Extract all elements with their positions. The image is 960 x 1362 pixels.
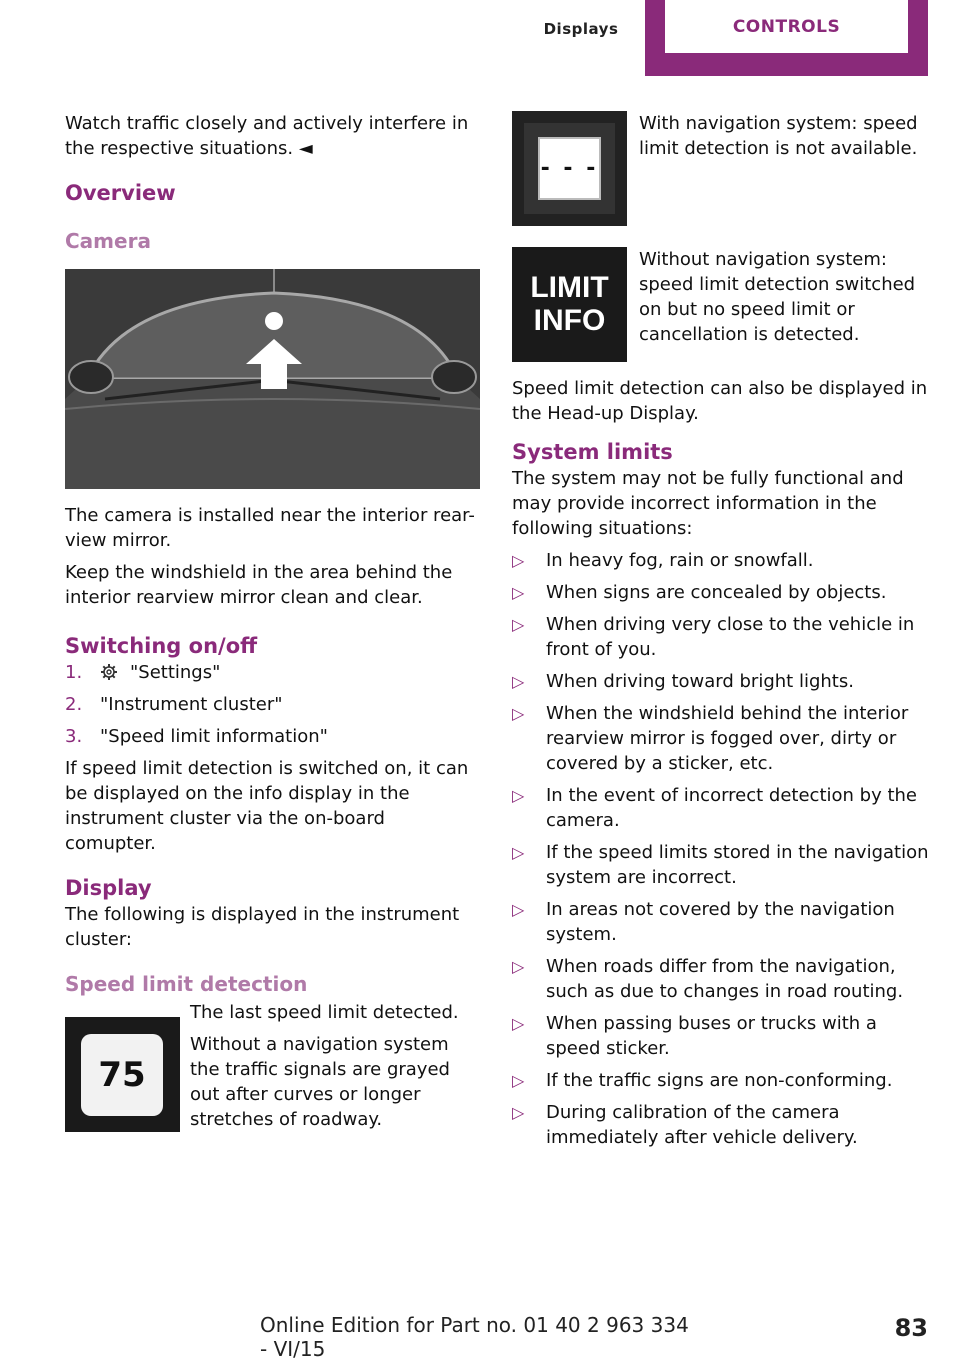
system-limit-item [512,1011,932,1061]
sld-text-1: The last speed limit detected. [190,1002,459,1023]
car-windshield-illustration [65,269,480,489]
system-limit-item [512,783,932,833]
system-limit-item [512,1100,932,1150]
system-limit-text: When passing buses or trucks with a speed sticker. [546,1013,877,1059]
bullet-triangle-icon: ▷ [512,704,525,723]
heading-switching: Switching on/off [65,634,258,658]
system-limit-item [512,548,932,573]
step-text: "Speed limit information" [100,726,328,747]
bullet-triangle-icon: ▷ [512,1103,525,1122]
system-limit-text: When signs are concealed by objects. [546,582,887,603]
system-limit-item [512,701,932,776]
limit-info-line2: INFO [533,304,606,337]
heading-display: Display [65,876,152,900]
dashed-sign-symbol: - - - [538,137,601,200]
bullet-triangle-icon: ▷ [512,900,525,919]
heading-camera: Camera [65,229,151,253]
bullet-triangle-icon: ▷ [512,1014,525,1033]
dashed-sign-frame [524,123,615,214]
system-limit-text: When driving very close to the vehicle in front of you. [546,614,915,660]
section-tab-displays: Displays [543,20,619,38]
system-limits-text: The system may not be fully functional and may provide incorrect information in the following situations: [512,468,904,539]
camera-illustration [65,269,480,489]
bullet-triangle-icon: ▷ [512,786,525,805]
footer-edition: Online Edition for Part no. 01 40 2 963 334 - VI/15 [260,1313,689,1361]
bullet-triangle-icon: ▷ [512,672,525,691]
system-limit-text: In areas not covered by the navigation system. [546,899,895,945]
bullet-triangle-icon: ▷ [512,583,525,602]
hud-text: Speed limit detection can also be displayed in the Head-up Display. [512,378,928,424]
system-limits-list [512,548,932,1150]
right-column [512,111,932,1157]
camera-location-text: The camera is installed near the interior rear-view mirror. [65,505,475,551]
system-limit-text: If the traffic signs are non-conforming. [546,1070,893,1091]
system-limit-text: In the event of incorrect detection by the camera. [546,785,917,831]
dashed-sign-image [512,111,627,226]
step-text: "Instrument cluster" [100,694,283,715]
page-number: 83 [894,1314,928,1342]
sld-text-2: Without a navigation system the traffic signals are grayed out after curves or longer stretches of roadway. [190,1034,450,1130]
speed-limit-desc [190,1000,480,1139]
system-limit-text: In heavy fog, rain or snowfall. [546,550,814,571]
heading-system-limits: System limits [512,440,673,464]
step-number: 3. [65,726,83,747]
bullet-triangle-icon: ▷ [512,551,525,570]
no-speed-limit-row [512,111,932,226]
system-limit-text: During calibration of the camera immediately after vehicle delivery. [546,1102,858,1148]
system-limit-item [512,954,932,1004]
end-mark: ◄ [298,138,313,159]
chapter-tab-label: CONTROLS [665,0,908,53]
limit-info-image [512,247,627,362]
heading-speed-limit-detection: Speed limit detection [65,972,308,996]
gear-icon [100,660,130,685]
nav-text: With navigation system: speed limit detection is not available. [639,113,918,159]
system-limit-item [512,1068,932,1093]
bullet-triangle-icon: ▷ [512,1071,525,1090]
chapter-tab-controls [645,0,928,76]
speed-sign-value: 75 [81,1034,163,1116]
left-column [65,111,480,1139]
step-item [65,660,480,685]
display-text: The following is displayed in the instrument cluster: [65,904,460,950]
no-nav-text: Without navigation system: speed limit detection switched on but no speed limit or cancellation is detected. [639,249,916,345]
step-text: "Settings" [130,662,221,683]
step-number: 1. [65,662,83,683]
system-limit-item [512,612,932,662]
system-limit-item [512,840,932,890]
bullet-triangle-icon: ▷ [512,843,525,862]
step-item [65,724,480,749]
system-limit-text: If the speed limits stored in the navigation system are incorrect. [546,842,929,888]
limit-info-row [512,247,932,362]
intro-text: Watch traffic closely and actively interfere in the respective situations. [65,113,469,159]
switching-text: If speed limit detection is switched on, it can be displayed on the info display in the instrument cluster via the on-board comupter. [65,758,469,854]
step-number: 2. [65,694,83,715]
bullet-triangle-icon: ▷ [512,615,525,634]
system-limit-text: When roads differ from the navigation, such as due to changes in road routing. [546,956,904,1002]
system-limit-item [512,897,932,947]
speed-sign-image [65,1017,180,1132]
limit-info-line1: LIMIT [530,271,609,304]
intro-paragraph [65,111,480,161]
speed-limit-row [65,1000,480,1139]
system-limit-text: When the windshield behind the interior rearview mirror is fogged over, dirty or covered by a sticker, etc. [546,703,909,774]
system-limit-text: When driving toward bright lights. [546,671,854,692]
system-limit-item [512,580,932,605]
system-limit-item [512,669,932,694]
steps-list [65,660,480,749]
limit-info-label [512,271,627,337]
bullet-triangle-icon: ▷ [512,957,525,976]
step-item [65,692,480,717]
camera-clean-text: Keep the windshield in the area behind the interior rearview mirror clean and clear. [65,562,453,608]
heading-overview: Overview [65,181,176,205]
